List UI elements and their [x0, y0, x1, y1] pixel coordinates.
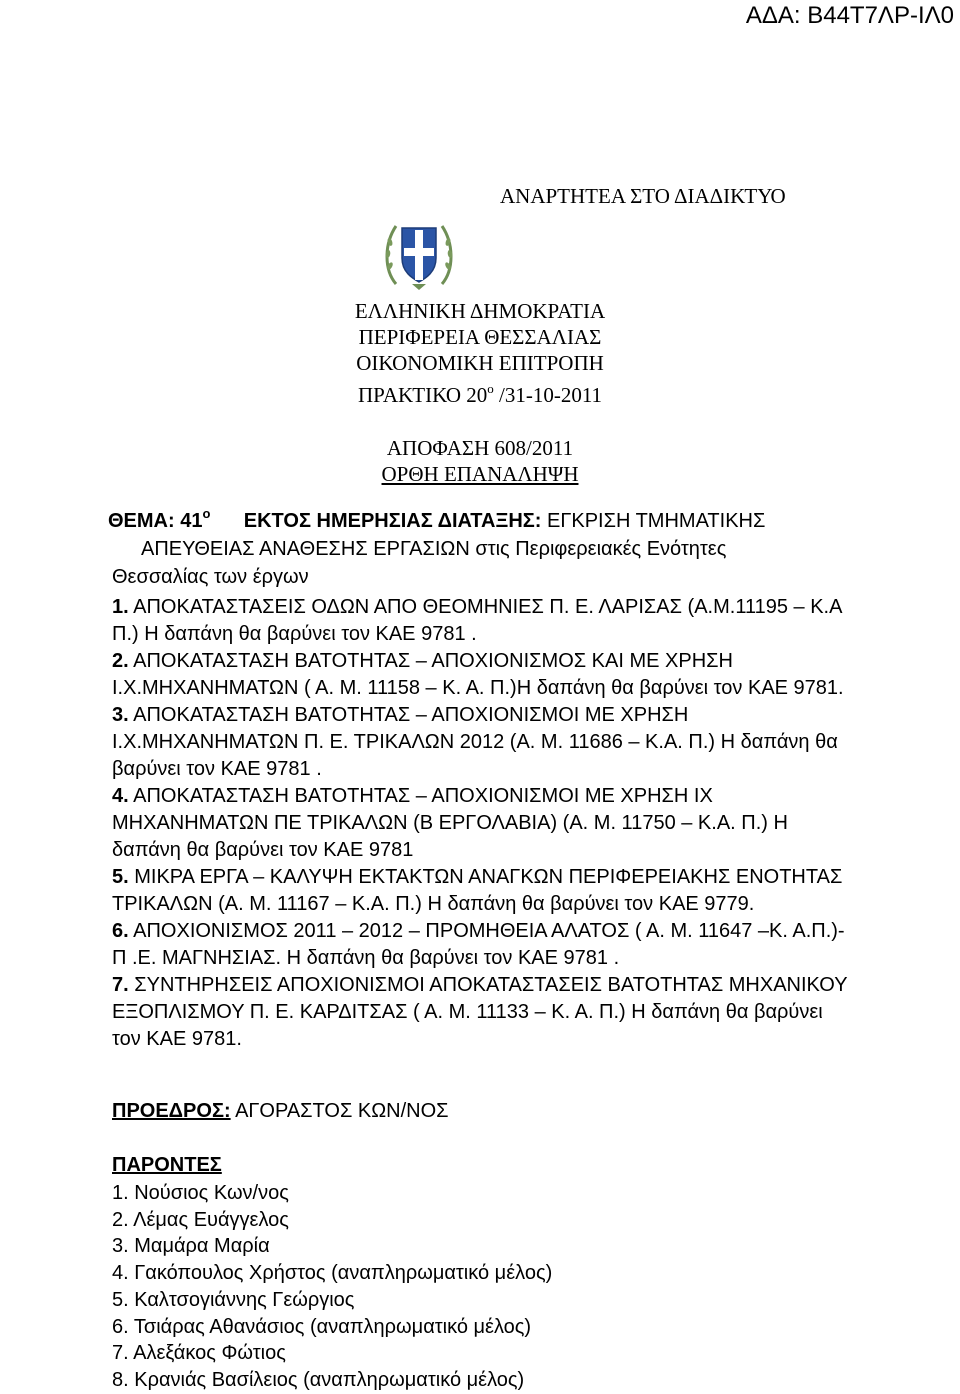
header-committee: ΟΙΚΟΝΟΜΙΚΗ ΕΠΙΤΡΟΠΗ [356, 351, 604, 375]
item-text: ΑΠΟΚΑΤΑΣΤΑΣΗ ΒΑΤΟΤΗΤΑΣ – ΑΠΟΧΙΟΝΙΣΜΟΙ ΜΕ ΧΡΗΣΗ Ι.Χ.ΜΗΧΑΝΗΜΑΤΩΝ Π. Ε. ΤΡΙΚΑΛΩΝ 2012 (Α. Μ. 11686 – Κ.Α. Π.) Η δαπάνη θα βαρύνει τον ΚΑΕ 9781 . [112, 704, 838, 780]
item-number: 2. [112, 650, 129, 672]
list-item: 2. Λέμας Ευάγγελος [112, 1208, 289, 1231]
decision-block [0, 435, 960, 487]
document-header [0, 298, 960, 408]
subject-line-2: ΑΠΕΥΘΕΙΑΣ ΑΝΑΘΕΣΗΣ ΕΡΓΑΣΙΩΝ στις Περιφερειακές Ενότητες [141, 538, 727, 560]
list-item [112, 972, 852, 1053]
ada-code: ΑΔΑ: Β44Τ7ΛΡ-ΙΛ0 [745, 2, 954, 29]
item-text: ΜΙΚΡΑ ΕΡΓΑ – ΚΑΛΥΨΗ ΕΚΤΑΚΤΩΝ ΑΝΑΓΚΩΝ ΠΕΡΙΦΕΡΕΙΑΚΗΣ ΕΝΟΤΗΤΑΣ ΤΡΙΚΑΛΩΝ (Α. Μ. 11167 – Κ.Α. Π.) Η δαπάνη θα βαρύνει τον ΚΑΕ 9779. [112, 866, 843, 915]
item-number: 3. [112, 704, 129, 726]
list-item [112, 702, 852, 783]
chair-label: ΠΡΟΕΔΡΟΣ: [112, 1100, 231, 1122]
list-item: 8. Κρανιάς Βασίλειος (αναπληρωματικό μέλος) [112, 1368, 525, 1391]
list-item: 4. Γακόπουλος Χρήστος (αναπληρωματικό μέλος) [112, 1262, 553, 1285]
subject-bold: ΕΚΤΟΣ ΗΜΕΡΗΣΙΑΣ ΔΙΑΤΑΞΗΣ: [243, 510, 542, 532]
subject-line-3: Θεσσαλίας των έργων [112, 566, 309, 588]
item-number: 6. [112, 920, 129, 942]
item-text: ΑΠΟΚΑΤΑΣΤΑΣΕΙΣ ΟΔΩΝ ΑΠΟ ΘΕΟΜΗΝΙΕΣ Π. Ε. ΛΑΡΙΣΑΣ (Α.Μ.11195 – Κ.Α Π.) Η δαπάνη θα βαρύνει τον ΚΑΕ 9781 . [112, 596, 842, 645]
item-number: 7. [112, 974, 129, 996]
item-text: ΑΠΟΚΑΤΑΣΤΑΣΗ ΒΑΤΟΤΗΤΑΣ – ΑΠΟΧΙΟΝΙΣΜΟΙ ΜΕ ΧΡΗΣΗ ΙΧ ΜΗΧΑΝΗΜΑΤΩΝ ΠΕ ΤΡΙΚΑΛΩΝ (Β ΕΡΓΟΛΑΒΙΑ) (Α. Μ. 11750 – Κ.Α. Π.) Η δαπάνη θα βαρύνει τον ΚΑΕ 9781 [112, 785, 788, 861]
chair-name: ΑΓΟΡΑΣΤΟΣ ΚΩΝ/ΝΟΣ [230, 1100, 449, 1122]
header-minutes [0, 376, 960, 408]
decision-number: ΑΠΟΦΑΣΗ 608/2011 [386, 436, 574, 460]
item-text: ΑΠΟΚΑΤΑΣΤΑΣΗ ΒΑΤΟΤΗΤΑΣ – ΑΠΟΧΙΟΝΙΣΜΟΣ ΚΑΙ ΜΕ ΧΡΗΣΗ Ι.Χ.ΜΗΧΑΝΗΜΑΤΩΝ ( Α. Μ. 11158 – Κ. Α. Π.)Η δαπάνη θα βαρύνει τον ΚΑΕ 9781. [112, 650, 844, 699]
subject-label-sup: ο [202, 506, 211, 521]
item-number: 5. [112, 866, 129, 888]
minutes-prefix: ΠΡΑΚΤΙΚΟ 20 [357, 383, 488, 407]
list-item: 6. Τσιάρας Αθανάσιος (αναπληρωματικό μέλος) [112, 1315, 532, 1338]
minutes-date: /31-10-2011 [493, 383, 603, 407]
item-text: ΑΠΟΧΙΟΝΙΣΜΟΣ 2011 – 2012 – ΠΡΟΜΗΘΕΙΑ ΑΛΑΤΟΣ ( Α. Μ. 11647 –Κ. Α.Π.)- Π .Ε. ΜΑΓΝΗΣΙΑΣ. Η δαπάνη θα βαρύνει τον ΚΑΕ 9781 . [112, 920, 845, 969]
list-item: 3. Μαμάρα Μαρία [112, 1235, 270, 1258]
list-item [112, 594, 852, 648]
list-item [112, 918, 852, 972]
present-heading [112, 1154, 222, 1177]
list-item: 7. Αλεξάκος Φώτιος [112, 1342, 286, 1365]
header-region: ΠΕΡΙΦΕΡΕΙΑ ΘΕΣΣΑΛΙΑΣ [358, 325, 602, 349]
header-country: ΕΛΛΗΝΙΚΗ ΔΗΜΟΚΡΑΤΙΑ [354, 299, 606, 323]
list-item [112, 864, 852, 918]
works-list [112, 594, 852, 1053]
reissue-note: ΟΡΘΗ ΕΠΑΝΑΛΗΨΗ [381, 462, 579, 486]
item-number: 4. [112, 785, 129, 807]
present-label: ΠΑΡΟΝΤΕΣ [112, 1154, 222, 1176]
list-item [112, 648, 852, 702]
minutes-sup: ο [487, 381, 494, 396]
list-item [112, 783, 852, 864]
subject-line [108, 506, 765, 533]
list-item: 1. Νούσιος Κων/νος [112, 1182, 289, 1204]
greek-coat-of-arms-icon [382, 214, 456, 292]
subject-label: ΘΕΜΑ: 41 [108, 510, 203, 532]
publish-note: ΑΝΑΡΤΗΤΕΑ ΣΤΟ ΔΙΑΔΙΚΤΥΟ [500, 184, 786, 208]
item-number: 1. [112, 596, 129, 618]
list-item: 5. Καλτσογιάννης Γεώργιος [112, 1288, 355, 1311]
chair-line [112, 1100, 449, 1123]
subject-rest: ΕΓΚΡΙΣΗ ΤΜΗΜΑΤΙΚΗΣ [541, 510, 766, 532]
item-text: ΣΥΝΤΗΡΗΣΕΙΣ ΑΠΟΧΙΟΝΙΣΜΟΙ ΑΠΟΚΑΤΑΣΤΑΣΕΙΣ ΒΑΤΟΤΗΤΑΣ ΜΗΧΑΝΙΚΟΥ ΕΞΟΠΛΙΣΜΟΥ Π. Ε. ΚΑΡΔΙΤΣΑΣ ( Α. Μ. 11133 – Κ. Α. Π.) Η δαπάνη θα βαρύνει τον ΚΑΕ 9781. [112, 974, 848, 1050]
members-list [112, 1180, 552, 1394]
